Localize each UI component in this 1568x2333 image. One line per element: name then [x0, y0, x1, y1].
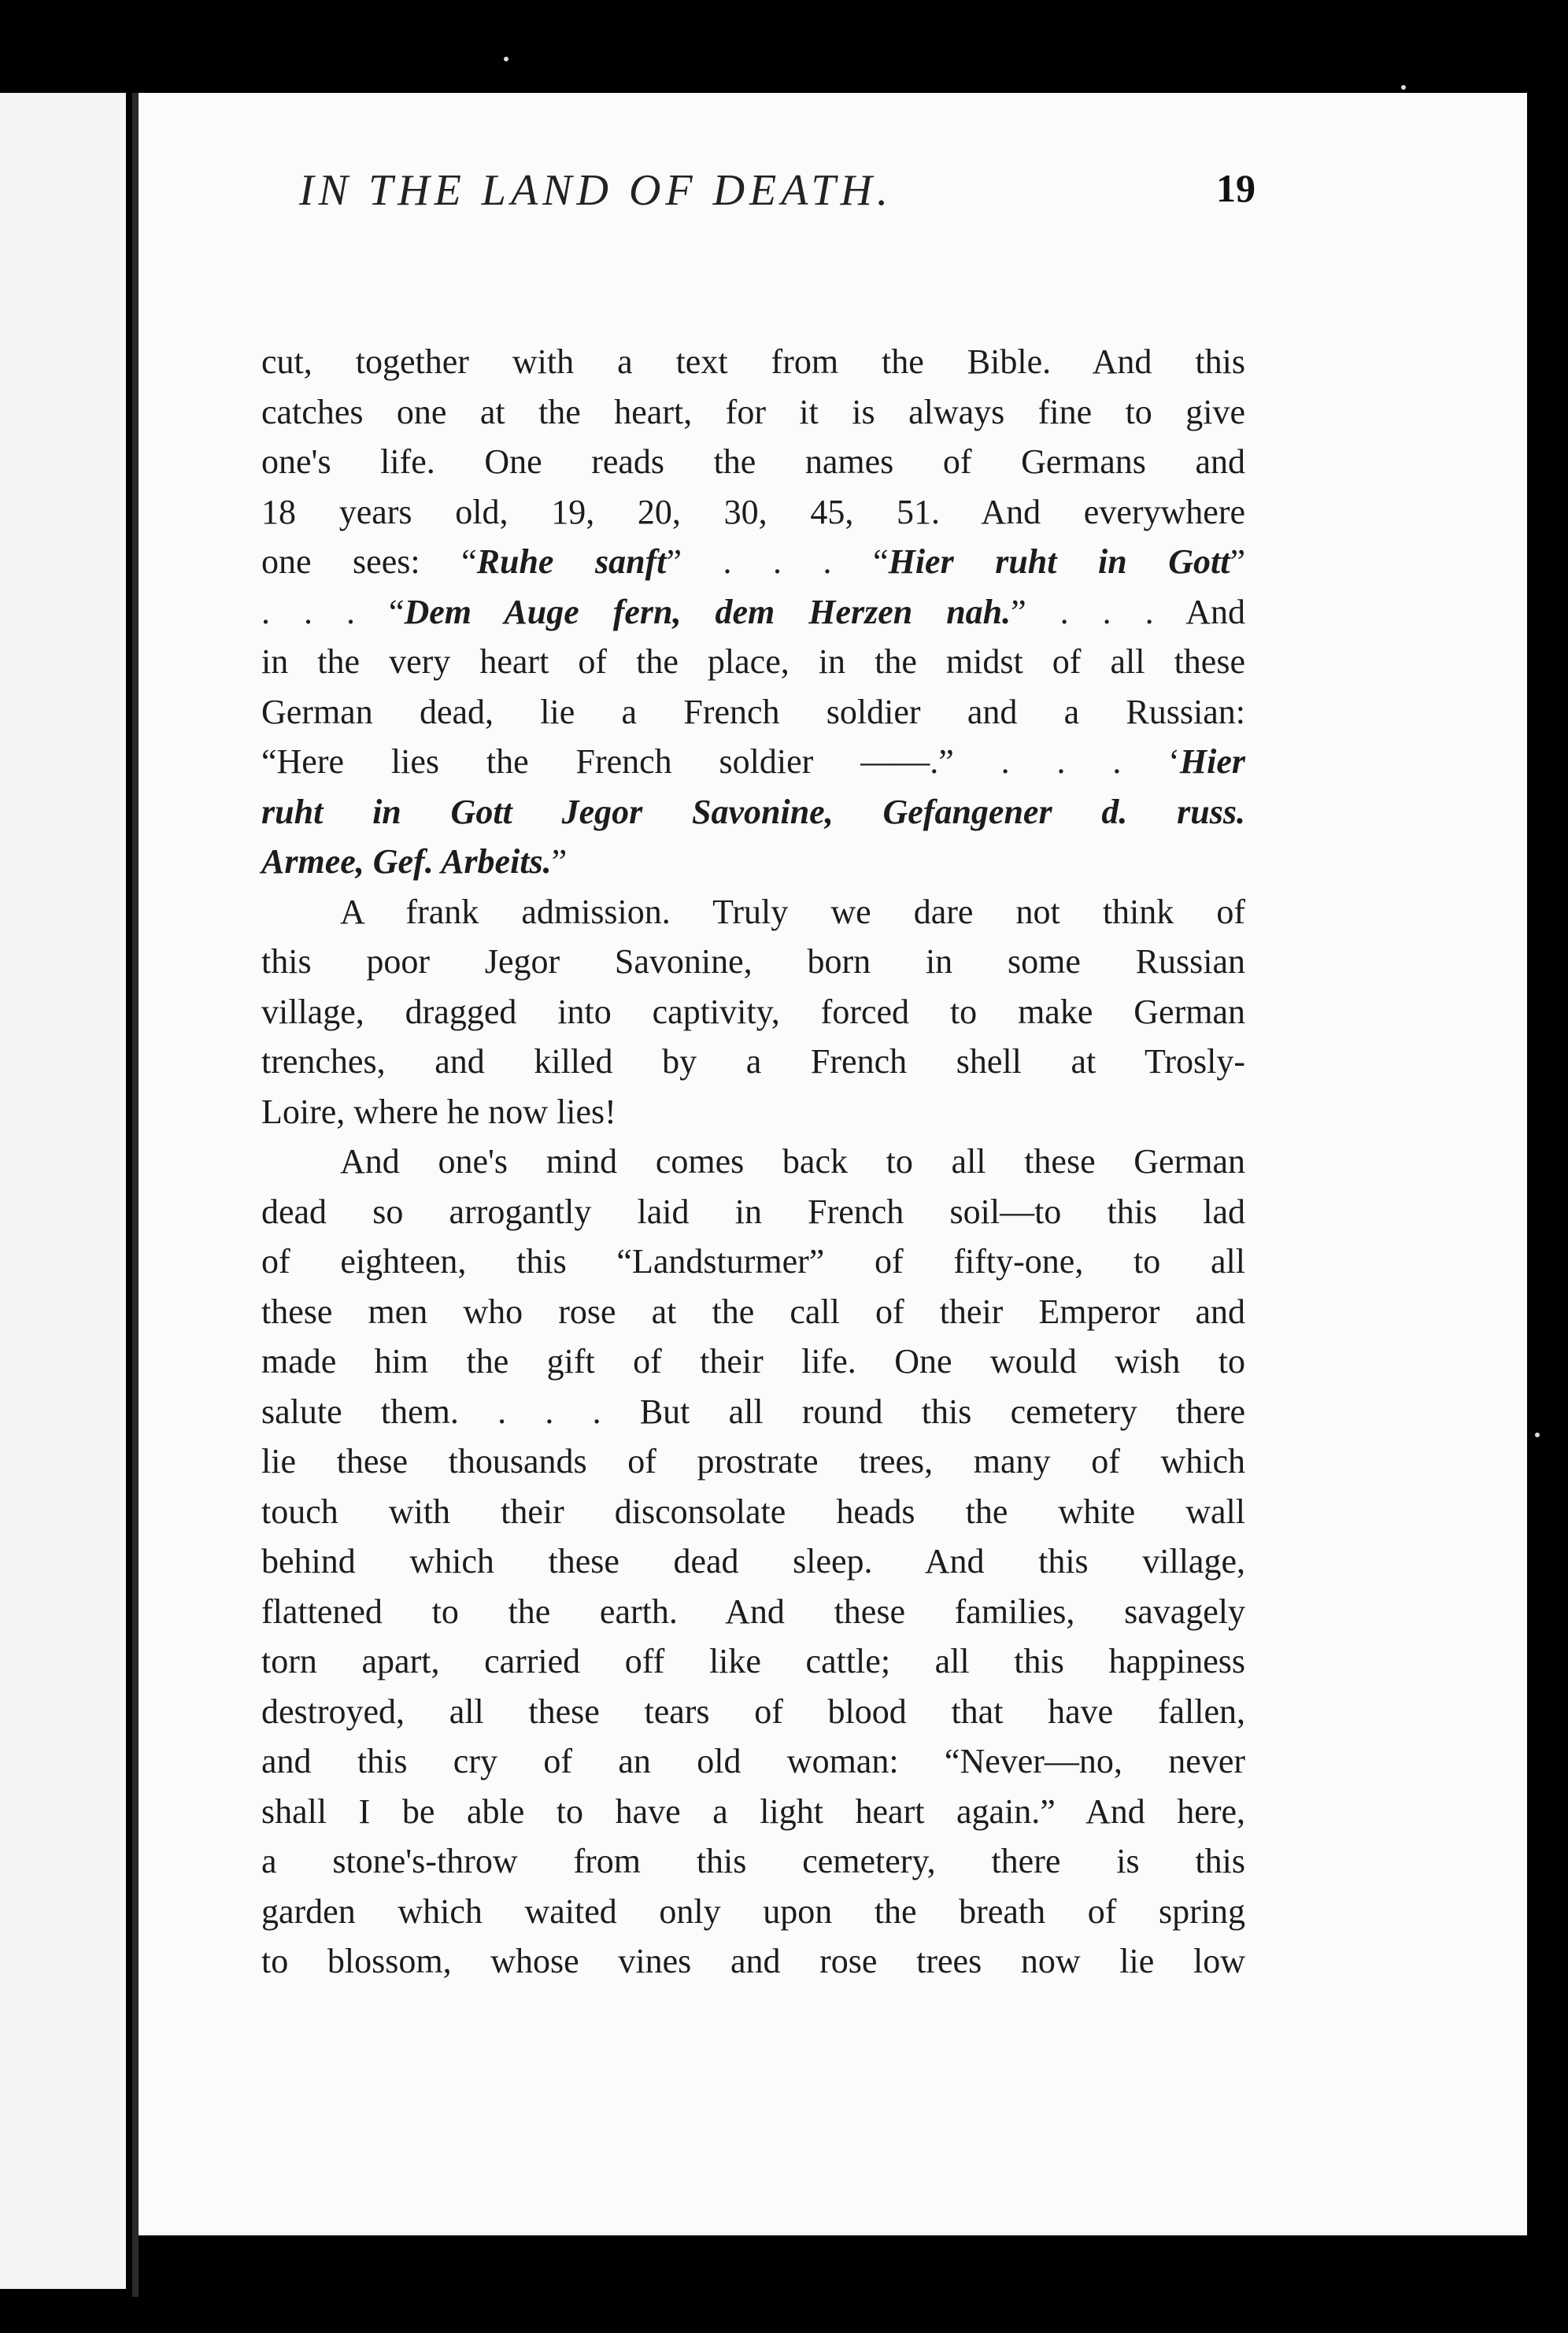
text-line: salute them. . . . But all round this cemetery there	[261, 1392, 1245, 1431]
text-line: shall I be able to have a light heart again.” And here,	[261, 1791, 1245, 1831]
page-number: 19	[1216, 166, 1256, 210]
text-line: 18 years old, 19, 20, 30, 45, 51. And everywhere	[261, 492, 1245, 531]
german-epitaph-text: Dem Auge fern, dem Herzen nah.	[404, 592, 1011, 631]
german-epitaph-text: Armee, Gef. Arbeits.	[261, 842, 552, 881]
scan-speck	[1401, 85, 1406, 90]
text-line: touch with their disconsolate heads the white wall	[261, 1492, 1245, 1531]
text-line: And one's mind comes back to all these German	[340, 1142, 1245, 1181]
text-line: destroyed, all these tears of blood that have fallen,	[261, 1692, 1245, 1731]
text-line: lie these thousands of prostrate trees, many of which	[261, 1442, 1245, 1481]
page-header	[299, 165, 1256, 236]
text-line: cut, together with a text from the Bible. And this	[261, 342, 1245, 381]
page-gutter-shadow	[132, 93, 139, 2297]
text-line: to blossom, whose vines and rose trees now lie low	[261, 1942, 1245, 1980]
text-line: flattened to the earth. And these families, savagely	[261, 1592, 1245, 1631]
text-line: this poor Jegor Savonine, born in some Russian	[261, 942, 1245, 981]
text-line: “Here lies the French soldier ——.” . . . ‘Hier	[261, 742, 1245, 781]
text-line: ruht in Gott Jegor Savonine, Gefangener d. russ.	[261, 792, 1245, 831]
running-head: IN THE LAND OF DEATH.	[299, 166, 893, 215]
text-line: garden which waited only upon the breath of spring	[261, 1891, 1245, 1931]
text-line: catches one at the heart, for it is always fine to give	[261, 392, 1245, 431]
text-line: dead so arrogantly laid in French soil—to this lad	[261, 1192, 1245, 1231]
scan-speck	[1535, 1433, 1540, 1437]
text-line: made him the gift of their life. One would wish to	[261, 1342, 1245, 1381]
text-line: in the very heart of the place, in the midst of all these	[261, 642, 1245, 681]
text-line: and this cry of an old woman: “Never—no, never	[261, 1742, 1245, 1780]
german-epitaph-text: Hier ruht in Gott	[888, 542, 1230, 581]
text-line: . . . “Dem Auge fern, dem Herzen nah.” . . . And	[261, 592, 1245, 631]
text-line: behind which these dead sleep. And this village,	[261, 1542, 1245, 1581]
text-line: German dead, lie a French soldier and a Russian:	[261, 692, 1245, 731]
text-line: Armee, Gef. Arbeits.”	[261, 842, 568, 881]
body-text	[261, 337, 1245, 1987]
scan-speck	[504, 57, 508, 61]
text-line: village, dragged into captivity, forced to make German	[261, 992, 1245, 1031]
text-line: one's life. One reads the names of Germans and	[261, 442, 1245, 481]
text-line: A frank admission. Truly we dare not think of	[340, 892, 1245, 931]
text-line: torn apart, carried off like cattle; all this happiness	[261, 1642, 1245, 1680]
text-line: of eighteen, this “Landsturmer” of fifty-one, to all	[261, 1242, 1245, 1281]
german-epitaph-text: Ruhe sanft	[476, 542, 667, 581]
german-epitaph-text: Hier	[1179, 742, 1245, 781]
text-line: trenches, and killed by a French shell at Trosly-	[261, 1042, 1245, 1081]
text-line: Loire, where he now lies!	[261, 1092, 616, 1131]
text-line: these men who rose at the call of their Emperor and	[261, 1292, 1245, 1331]
text-line: one sees: “Ruhe sanft” . . . “Hier ruht in Gott”	[261, 542, 1245, 581]
previous-page-edge	[0, 93, 126, 2289]
text-line: a stone's-throw from this cemetery, there is this	[261, 1842, 1245, 1880]
